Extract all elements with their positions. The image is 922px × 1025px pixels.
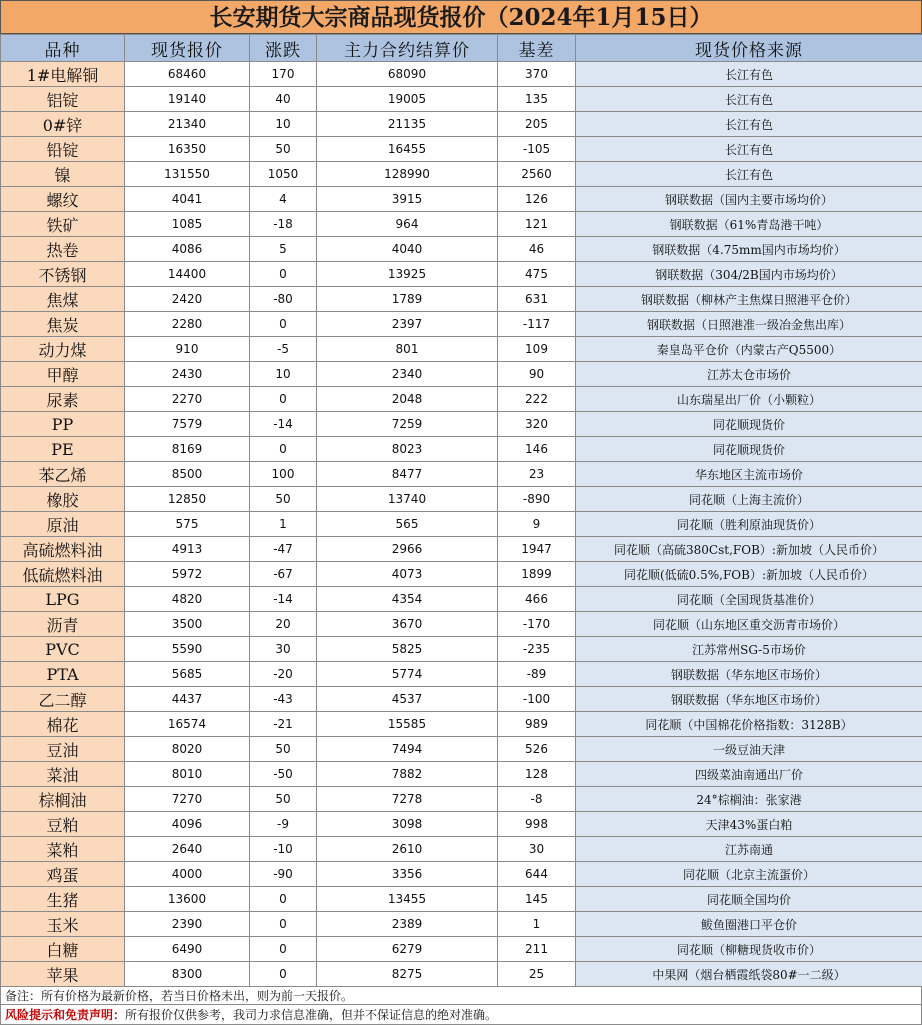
- cell-settlement-price: 2340: [317, 362, 498, 387]
- cell-change: -80: [250, 287, 317, 312]
- cell-basis: 998: [498, 812, 576, 837]
- cell-settlement-price: 13455: [317, 887, 498, 912]
- cell-settlement-price: 8477: [317, 462, 498, 487]
- cell-change: -43: [250, 687, 317, 712]
- cell-price-source: 同花顺（柳糖现货收市价）: [576, 937, 922, 962]
- cell-variety: 0#锌: [1, 112, 125, 137]
- cell-price-source: 江苏南通: [576, 837, 922, 862]
- cell-change: 0: [250, 437, 317, 462]
- cell-price-source: 华东地区主流市场价: [576, 462, 922, 487]
- cell-basis: 475: [498, 262, 576, 287]
- cell-change: 10: [250, 362, 317, 387]
- cell-spot-price: 8500: [125, 462, 250, 487]
- cell-spot-price: 2390: [125, 912, 250, 937]
- price-table: [0, 34, 922, 987]
- cell-basis: 2560: [498, 162, 576, 187]
- table-row: [1, 112, 922, 137]
- cell-variety: PVC: [1, 637, 125, 662]
- cell-basis: 9: [498, 512, 576, 537]
- cell-basis: 211: [498, 937, 576, 962]
- cell-spot-price: 575: [125, 512, 250, 537]
- cell-variety: 橡胶: [1, 487, 125, 512]
- cell-spot-price: 4437: [125, 687, 250, 712]
- cell-change: -67: [250, 562, 317, 587]
- cell-change: 0: [250, 887, 317, 912]
- table-row: [1, 487, 922, 512]
- cell-variety: LPG: [1, 587, 125, 612]
- cell-change: -18: [250, 212, 317, 237]
- cell-settlement-price: 4073: [317, 562, 498, 587]
- cell-settlement-price: 3098: [317, 812, 498, 837]
- cell-basis: 109: [498, 337, 576, 362]
- cell-variety: 铝锭: [1, 87, 125, 112]
- cell-basis: -170: [498, 612, 576, 637]
- cell-settlement-price: 4040: [317, 237, 498, 262]
- table-row: [1, 462, 922, 487]
- cell-variety: 鸡蛋: [1, 862, 125, 887]
- cell-basis: 205: [498, 112, 576, 137]
- cell-price-source: 钢联数据（华东地区市场价）: [576, 662, 922, 687]
- cell-change: -14: [250, 412, 317, 437]
- table-row: [1, 762, 922, 787]
- cell-settlement-price: 3670: [317, 612, 498, 637]
- header-settlement-price: 主力合约结算价: [317, 35, 498, 62]
- cell-price-source: 同花顺（全国现货基准价）: [576, 587, 922, 612]
- cell-spot-price: 14400: [125, 262, 250, 287]
- cell-basis: 46: [498, 237, 576, 262]
- cell-spot-price: 13600: [125, 887, 250, 912]
- cell-settlement-price: 2966: [317, 537, 498, 562]
- cell-basis: 145: [498, 887, 576, 912]
- risk-label: 风险提示和免责声明：: [5, 1008, 125, 1022]
- cell-settlement-price: 19005: [317, 87, 498, 112]
- cell-variety: 焦炭: [1, 312, 125, 337]
- cell-settlement-price: 4537: [317, 687, 498, 712]
- cell-spot-price: 7579: [125, 412, 250, 437]
- cell-change: -50: [250, 762, 317, 787]
- table-row: [1, 562, 922, 587]
- cell-variety: 铁矿: [1, 212, 125, 237]
- cell-price-source: 江苏太仓市场价: [576, 362, 922, 387]
- cell-price-source: 同花顺(低硫0.5%,FOB）:新加坡（人民币价）: [576, 562, 922, 587]
- cell-basis: 30: [498, 837, 576, 862]
- table-row: [1, 937, 922, 962]
- cell-change: 40: [250, 87, 317, 112]
- cell-price-source: 同花顺全国均价: [576, 887, 922, 912]
- cell-change: -14: [250, 587, 317, 612]
- cell-spot-price: 19140: [125, 87, 250, 112]
- cell-spot-price: 910: [125, 337, 250, 362]
- cell-price-source: 钢联数据（国内主要市场均价）: [576, 187, 922, 212]
- cell-variety: 豆油: [1, 737, 125, 762]
- table-row: [1, 87, 922, 112]
- cell-price-source: 钢联数据（4.75mm国内市场均价）: [576, 237, 922, 262]
- table-row: [1, 362, 922, 387]
- cell-spot-price: 6490: [125, 937, 250, 962]
- cell-change: 50: [250, 787, 317, 812]
- cell-change: 0: [250, 262, 317, 287]
- table-row: [1, 687, 922, 712]
- cell-spot-price: 8010: [125, 762, 250, 787]
- cell-settlement-price: 5774: [317, 662, 498, 687]
- cell-settlement-price: 8023: [317, 437, 498, 462]
- cell-variety: 高硫燃料油: [1, 537, 125, 562]
- cell-basis: 146: [498, 437, 576, 462]
- header-variety: 品种: [1, 35, 125, 62]
- cell-basis: 135: [498, 87, 576, 112]
- table-row: [1, 187, 922, 212]
- cell-price-source: 江苏常州SG-5市场价: [576, 637, 922, 662]
- cell-variety: 不锈钢: [1, 262, 125, 287]
- cell-variety: 玉米: [1, 912, 125, 937]
- cell-spot-price: 2280: [125, 312, 250, 337]
- table-row: [1, 737, 922, 762]
- cell-price-source: 长江有色: [576, 112, 922, 137]
- cell-price-source: 四级菜油南通出厂价: [576, 762, 922, 787]
- cell-settlement-price: 3915: [317, 187, 498, 212]
- cell-settlement-price: 801: [317, 337, 498, 362]
- cell-change: -90: [250, 862, 317, 887]
- sheet-title: 长安期货大宗商品现货报价（2024年1月15日）: [0, 0, 922, 34]
- cell-variety: 铅锭: [1, 137, 125, 162]
- cell-spot-price: 12850: [125, 487, 250, 512]
- cell-settlement-price: 6279: [317, 937, 498, 962]
- cell-basis: 128: [498, 762, 576, 787]
- cell-spot-price: 3500: [125, 612, 250, 637]
- cell-settlement-price: 4354: [317, 587, 498, 612]
- cell-price-source: 同花顺（胜利原油现货价）: [576, 512, 922, 537]
- table-row: [1, 612, 922, 637]
- cell-variety: PE: [1, 437, 125, 462]
- cell-variety: PTA: [1, 662, 125, 687]
- cell-settlement-price: 2048: [317, 387, 498, 412]
- table-row: [1, 437, 922, 462]
- cell-basis: -89: [498, 662, 576, 687]
- table-row: [1, 637, 922, 662]
- table-row: [1, 512, 922, 537]
- table-row: [1, 537, 922, 562]
- cell-settlement-price: 7259: [317, 412, 498, 437]
- cell-basis: 370: [498, 62, 576, 87]
- cell-spot-price: 8020: [125, 737, 250, 762]
- cell-spot-price: 4041: [125, 187, 250, 212]
- cell-variety: 甲醇: [1, 362, 125, 387]
- cell-settlement-price: 3356: [317, 862, 498, 887]
- cell-spot-price: 1085: [125, 212, 250, 237]
- cell-price-source: 钢联数据（304/2B国内市场均价）: [576, 262, 922, 287]
- table-row: [1, 212, 922, 237]
- cell-basis: -100: [498, 687, 576, 712]
- table-row: [1, 62, 922, 87]
- cell-change: 1: [250, 512, 317, 537]
- cell-change: 170: [250, 62, 317, 87]
- cell-change: 50: [250, 737, 317, 762]
- cell-basis: -117: [498, 312, 576, 337]
- cell-spot-price: 2640: [125, 837, 250, 862]
- cell-settlement-price: 16455: [317, 137, 498, 162]
- cell-spot-price: 2420: [125, 287, 250, 312]
- cell-variety: 低硫燃料油: [1, 562, 125, 587]
- cell-price-source: 24°棕榈油：张家港: [576, 787, 922, 812]
- cell-settlement-price: 7882: [317, 762, 498, 787]
- cell-change: -20: [250, 662, 317, 687]
- cell-spot-price: 21340: [125, 112, 250, 137]
- cell-basis: 126: [498, 187, 576, 212]
- cell-spot-price: 5972: [125, 562, 250, 587]
- table-row: [1, 237, 922, 262]
- cell-price-source: 秦皇岛平仓价（内蒙古产Q5500）: [576, 337, 922, 362]
- header-spot-price: 现货报价: [125, 35, 250, 62]
- cell-basis: 631: [498, 287, 576, 312]
- table-row: [1, 412, 922, 437]
- cell-variety: 原油: [1, 512, 125, 537]
- cell-spot-price: 4086: [125, 237, 250, 262]
- cell-settlement-price: 565: [317, 512, 498, 537]
- cell-variety: 豆粕: [1, 812, 125, 837]
- table-row: [1, 962, 922, 987]
- cell-change: 50: [250, 137, 317, 162]
- cell-basis: 320: [498, 412, 576, 437]
- cell-basis: 23: [498, 462, 576, 487]
- header-basis: 基差: [498, 35, 576, 62]
- table-row: [1, 262, 922, 287]
- cell-spot-price: 5590: [125, 637, 250, 662]
- table-row: [1, 787, 922, 812]
- cell-change: -47: [250, 537, 317, 562]
- cell-settlement-price: 964: [317, 212, 498, 237]
- cell-settlement-price: 7278: [317, 787, 498, 812]
- table-row: [1, 912, 922, 937]
- cell-variety: 菜油: [1, 762, 125, 787]
- table-row: [1, 812, 922, 837]
- cell-settlement-price: 13740: [317, 487, 498, 512]
- cell-settlement-price: 15585: [317, 712, 498, 737]
- risk-disclaimer: [0, 1005, 922, 1025]
- cell-spot-price: 7270: [125, 787, 250, 812]
- header-price-source: 现货价格来源: [576, 35, 922, 62]
- cell-spot-price: 16574: [125, 712, 250, 737]
- cell-change: 10: [250, 112, 317, 137]
- cell-basis: -890: [498, 487, 576, 512]
- cell-change: 100: [250, 462, 317, 487]
- cell-settlement-price: 21135: [317, 112, 498, 137]
- cell-price-source: 钢联数据（柳林产主焦煤日照港平仓价）: [576, 287, 922, 312]
- cell-settlement-price: 2389: [317, 912, 498, 937]
- cell-basis: 1899: [498, 562, 576, 587]
- cell-spot-price: 5685: [125, 662, 250, 687]
- cell-spot-price: 2430: [125, 362, 250, 387]
- risk-text: 所有报价仅供参考，我司力求信息准确，但并不保证信息的绝对准确。: [125, 1008, 497, 1022]
- cell-variety: 沥青: [1, 612, 125, 637]
- cell-variety: 1#电解铜: [1, 62, 125, 87]
- cell-variety: 动力煤: [1, 337, 125, 362]
- cell-settlement-price: 128990: [317, 162, 498, 187]
- table-row: [1, 162, 922, 187]
- cell-change: 30: [250, 637, 317, 662]
- cell-basis: 466: [498, 587, 576, 612]
- cell-variety: 菜粕: [1, 837, 125, 862]
- note-line: 备注：所有价格为最新价格，若当日价格未出，则为前一天报价。: [0, 987, 922, 1005]
- cell-variety: 镍: [1, 162, 125, 187]
- cell-settlement-price: 5825: [317, 637, 498, 662]
- header-change: 涨跌: [250, 35, 317, 62]
- cell-change: 0: [250, 387, 317, 412]
- cell-price-source: 钢联数据（日照港准一级冶金焦出库）: [576, 312, 922, 337]
- cell-variety: 棉花: [1, 712, 125, 737]
- cell-price-source: 钢联数据（华东地区市场价）: [576, 687, 922, 712]
- cell-price-source: 钢联数据（61%青岛港干吨）: [576, 212, 922, 237]
- cell-change: 0: [250, 312, 317, 337]
- cell-spot-price: 2270: [125, 387, 250, 412]
- cell-change: 20: [250, 612, 317, 637]
- cell-basis: 989: [498, 712, 576, 737]
- cell-variety: 生猪: [1, 887, 125, 912]
- cell-settlement-price: 1789: [317, 287, 498, 312]
- cell-price-source: 同花顺（上海主流价）: [576, 487, 922, 512]
- header-row: [1, 35, 922, 62]
- cell-settlement-price: 13925: [317, 262, 498, 287]
- cell-price-source: 同花顺（山东地区重交沥青市场价）: [576, 612, 922, 637]
- cell-basis: -8: [498, 787, 576, 812]
- table-row: [1, 712, 922, 737]
- cell-settlement-price: 2397: [317, 312, 498, 337]
- cell-variety: 焦煤: [1, 287, 125, 312]
- cell-change: 0: [250, 912, 317, 937]
- table-row: [1, 287, 922, 312]
- cell-basis: 1: [498, 912, 576, 937]
- table-row: [1, 137, 922, 162]
- cell-change: 1050: [250, 162, 317, 187]
- cell-change: 50: [250, 487, 317, 512]
- cell-settlement-price: 8275: [317, 962, 498, 987]
- cell-change: 5: [250, 237, 317, 262]
- table-row: [1, 862, 922, 887]
- cell-price-source: 同花顺（中国棉花价格指数：3128B）: [576, 712, 922, 737]
- cell-price-source: 同花顺（北京主流蛋价）: [576, 862, 922, 887]
- cell-variety: 白糖: [1, 937, 125, 962]
- cell-price-source: 同花顺现货价: [576, 412, 922, 437]
- cell-spot-price: 16350: [125, 137, 250, 162]
- cell-basis: -235: [498, 637, 576, 662]
- cell-price-source: 天津43%蛋白粕: [576, 812, 922, 837]
- cell-price-source: 长江有色: [576, 87, 922, 112]
- cell-change: -21: [250, 712, 317, 737]
- cell-spot-price: 8169: [125, 437, 250, 462]
- cell-price-source: 同花顺现货价: [576, 437, 922, 462]
- cell-price-source: 同花顺（高硫380Cst,FOB）:新加坡（人民币价）: [576, 537, 922, 562]
- cell-variety: 棕榈油: [1, 787, 125, 812]
- cell-variety: 螺纹: [1, 187, 125, 212]
- cell-change: -9: [250, 812, 317, 837]
- cell-basis: 526: [498, 737, 576, 762]
- cell-variety: 乙二醇: [1, 687, 125, 712]
- cell-variety: 苯乙烯: [1, 462, 125, 487]
- cell-spot-price: 8300: [125, 962, 250, 987]
- cell-price-source: 山东瑞星出厂价（小颗粒）: [576, 387, 922, 412]
- cell-settlement-price: 7494: [317, 737, 498, 762]
- table-row: [1, 837, 922, 862]
- table-row: [1, 887, 922, 912]
- table-row: [1, 662, 922, 687]
- table-row: [1, 587, 922, 612]
- cell-basis: 121: [498, 212, 576, 237]
- cell-price-source: 鲅鱼圈港口平仓价: [576, 912, 922, 937]
- cell-spot-price: 4000: [125, 862, 250, 887]
- cell-spot-price: 4820: [125, 587, 250, 612]
- cell-change: 0: [250, 962, 317, 987]
- cell-basis: -105: [498, 137, 576, 162]
- cell-settlement-price: 68090: [317, 62, 498, 87]
- cell-spot-price: 4913: [125, 537, 250, 562]
- cell-price-source: 一级豆油天津: [576, 737, 922, 762]
- cell-variety: 苹果: [1, 962, 125, 987]
- cell-spot-price: 4096: [125, 812, 250, 837]
- cell-spot-price: 68460: [125, 62, 250, 87]
- cell-basis: 222: [498, 387, 576, 412]
- table-row: [1, 312, 922, 337]
- cell-basis: 25: [498, 962, 576, 987]
- cell-price-source: 长江有色: [576, 62, 922, 87]
- cell-price-source: 长江有色: [576, 162, 922, 187]
- cell-change: 0: [250, 937, 317, 962]
- cell-variety: 热卷: [1, 237, 125, 262]
- cell-basis: 644: [498, 862, 576, 887]
- cell-variety: PP: [1, 412, 125, 437]
- cell-change: -5: [250, 337, 317, 362]
- cell-change: 4: [250, 187, 317, 212]
- cell-settlement-price: 2610: [317, 837, 498, 862]
- table-row: [1, 337, 922, 362]
- table-row: [1, 387, 922, 412]
- cell-change: -10: [250, 837, 317, 862]
- cell-price-source: 中果网（烟台栖霞纸袋80#一二级）: [576, 962, 922, 987]
- cell-variety: 尿素: [1, 387, 125, 412]
- cell-spot-price: 131550: [125, 162, 250, 187]
- cell-price-source: 长江有色: [576, 137, 922, 162]
- cell-basis: 1947: [498, 537, 576, 562]
- cell-basis: 90: [498, 362, 576, 387]
- table-body: [1, 62, 922, 987]
